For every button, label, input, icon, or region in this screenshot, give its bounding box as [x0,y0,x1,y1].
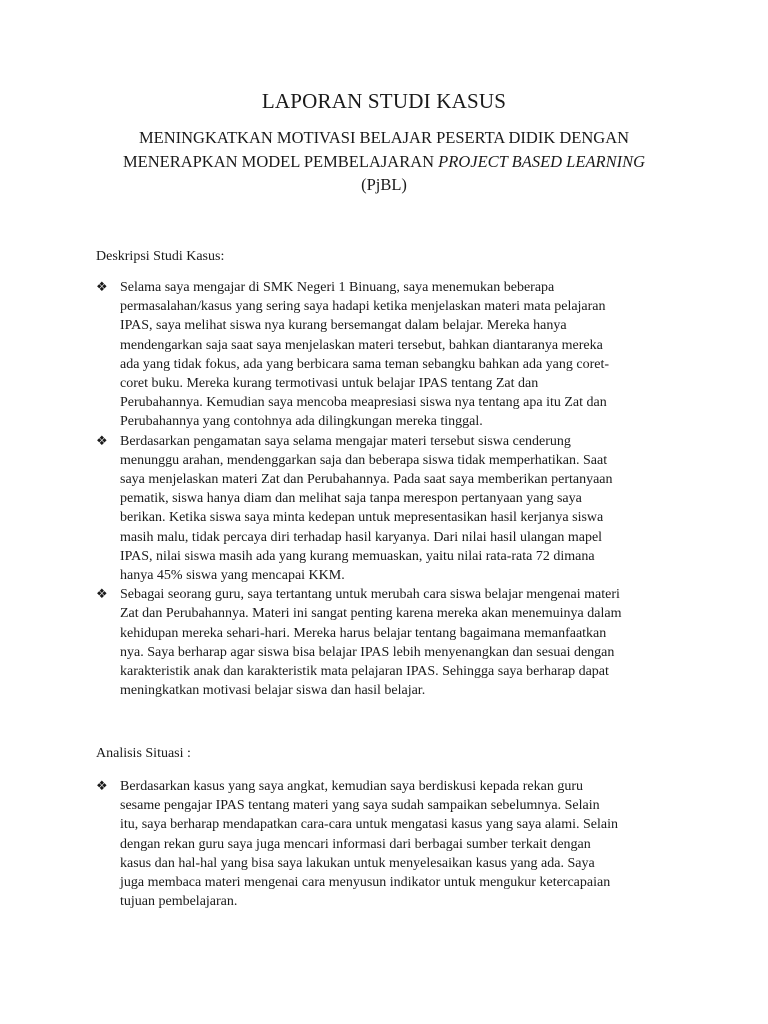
text-line: Perubahannya yang contohnya ada dilingkungan mereka tinggal. [120,414,483,430]
list-item [96,585,680,700]
text-line: tujuan pembelajaran. [120,894,238,910]
text-line: masih malu, tidak percaya diri terhadap hasil karyanya. Dari nilai hasil ulangan mapel [120,529,603,545]
text-line: Berdasarkan pengamatan saya selama mengajar materi tersebut siswa cenderung [120,433,571,449]
text-line: permasalahan/kasus yang sering saya hadapi ketika menjelaskan materi mata pelajaran [120,299,606,315]
text-line: Berdasarkan kasus yang saya angkat, kemudian saya berdiskusi kepada rekan guru [120,779,584,794]
text-line: juga membaca materi mengenai cara menyusun indikator untuk mengukur ketercapaian [120,875,611,891]
text-line: dengan rekan guru saya juga mencari informasi dari berbagai sumber terkait dengan [120,836,591,852]
text-line: Selama saya mengajar di SMK Negeri 1 Binuang, saya menemukan beberapa [120,280,555,295]
subtitle-line-2-italic: PROJECT BASED LEARNING [438,151,646,171]
text-line: menunggu arahan, mendenggarkan saja dan beberapa siswa tidak memperhatikan. Saat [120,452,608,468]
text-line: Zat dan Perubahannya. Materi ini sangat penting karena mereka akan menemuinya dalam [120,606,622,622]
list-item-text [120,432,680,586]
list-item [96,432,680,586]
text-line: berikan. Ketika siswa saya minta kedepan untuk mepresentasikan hasil kerjanya siswa [120,510,604,526]
text-line: sesame pengajar IPAS tentang materi yang saya sudah sampaikan sebelumnya. Selain [120,798,600,814]
analisis-list [96,777,680,911]
deskripsi-list [96,278,680,700]
text-line: ada yang tidak fokus, ada yang berbicara sama teman sebangku bahkan ada yang coret- [120,356,610,372]
text-line: coret buku. Mereka kurang termotivasi untuk belajar IPAS tentang Zat dan [120,376,539,392]
list-item-text [120,777,680,911]
text-line: IPAS, saya melihat siswa nya kurang bersemangat dalam belajar. Mereka hanya [120,318,567,334]
text-line: nya. Saya berharap agar siswa bisa belajar IPAS lebih menyenangkan dan sesuai dengan [120,644,615,660]
subtitle-line-3: (PjBL) [361,175,407,194]
list-item-text [120,278,680,432]
text-line: meningkatkan motivasi belajar siswa dan hasil belajar. [120,683,426,699]
text-line: kasus dan hal-hal yang bisa saya lakukan untuk menyelesaikan kasus yang ada. Saya [120,855,595,871]
document-subtitle [0,126,768,197]
subtitle-line-1: MENINGKATKAN MOTIVASI BELAJAR PESERTA DIDIK DENGAN [138,128,630,147]
list-item [96,777,680,911]
text-line: kehidupan mereka sehari-hari. Mereka harus belajar tentang bagaimana memanfaatkan [120,625,607,641]
section-heading-deskripsi: Deskripsi Studi Kasus: [96,249,225,264]
subtitle-line-2-plain: MENERAPKAN MODEL PEMBELAJARAN [122,151,439,171]
document-title: LAPORAN STUDI KASUS [261,89,507,113]
section-heading-analisis: Analisis Situasi : [96,746,191,761]
text-line: IPAS, nilai siswa masih ada yang kurang memuaskan, yaitu nilai rata-rata 72 dimana [120,548,595,564]
text-line: Perubahannya. Kemudian saya mencoba meapresiasi siswa nya tentang apa itu Zat dan [120,395,607,411]
list-item-text [120,585,680,700]
text-line: itu, saya berharap mendapatkan cara-cara untuk mengatasi kasus yang saya alami. Selain [120,817,618,833]
text-line: karakteristik anak dan karakteristik mata pelajaran IPAS. Sehingga saya berharap dapat [120,664,609,680]
subtitle-line-2 [0,150,768,174]
diamond-bullet-icon: ❖ [96,779,108,794]
text-line: saya menjelaskan materi Zat dan Perubahannya. Pada saat saya memberikan pertanyaan [120,472,613,488]
text-line: pematik, siswa hanya diam dan melihat saja tanpa merespon pertanyaan yang saya [120,491,582,507]
list-item [96,278,680,432]
text-line: Sebagai seorang guru, saya tertantang untuk merubah cara siswa belajar mengenai materi [120,587,620,603]
text-line: hanya 45% siswa yang mencapai KKM. [120,568,345,584]
text-line: mendengarkan saja saat saya menjelaskan materi tersebut, bahkan diantaranya mereka [120,337,603,353]
diamond-bullet-icon: ❖ [96,280,108,295]
diamond-bullet-icon: ❖ [96,587,108,603]
diamond-bullet-icon: ❖ [96,433,108,449]
